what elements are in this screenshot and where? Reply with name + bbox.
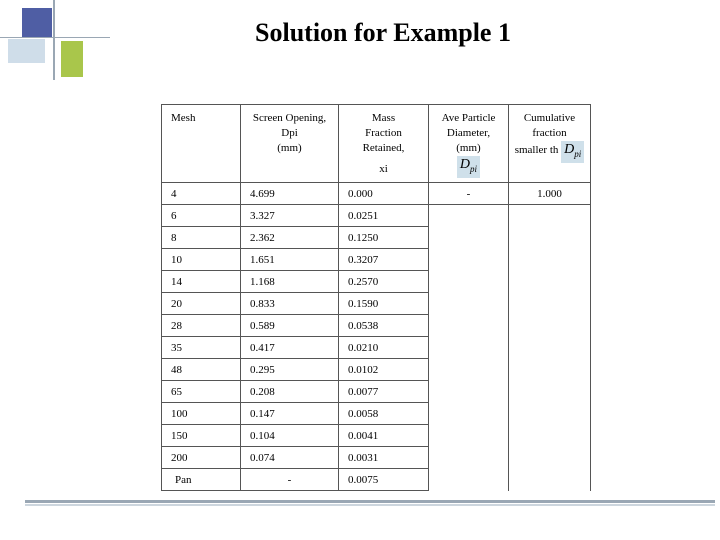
- cell-cum-empty: [509, 271, 591, 293]
- header-mesh: Mesh: [162, 105, 241, 183]
- header-ave-line2: Diameter,: [446, 127, 491, 139]
- cell-opening: 0.074: [241, 447, 339, 469]
- cell-mass: 0.000: [339, 183, 429, 205]
- cell-mesh: 100: [162, 403, 241, 425]
- header-ave-diameter: [429, 105, 509, 183]
- cell-mass: 0.1250: [339, 227, 429, 249]
- cell-mesh: 28: [162, 315, 241, 337]
- sieve-table: [161, 104, 591, 491]
- cell-ave-empty: [429, 447, 509, 469]
- cell-ave-empty: [429, 359, 509, 381]
- cell-cum-empty: [509, 315, 591, 337]
- header-mass-line1: Mass: [371, 112, 396, 124]
- cell-cum-empty: [509, 205, 591, 227]
- table-row: [162, 381, 591, 403]
- header-cum-line3: smaller th: [514, 144, 559, 156]
- page-title: Solution for Example 1: [255, 18, 511, 47]
- cell-opening: 2.362: [241, 227, 339, 249]
- cell-cum-empty: [509, 293, 591, 315]
- table-row: [162, 469, 591, 491]
- cell-cum-empty: [509, 249, 591, 271]
- cell-opening: 0.295: [241, 359, 339, 381]
- header-opening-line2: Dpi: [281, 127, 298, 139]
- cell-cum-empty: [509, 403, 591, 425]
- cell-mass: 0.0077: [339, 381, 429, 403]
- cell-opening: 0.208: [241, 381, 339, 403]
- cell-ave-empty: [429, 227, 509, 249]
- header-opening-line1: Screen Opening,: [252, 112, 327, 124]
- formula-symbol-2: D: [564, 142, 575, 157]
- cell-mesh: 8: [162, 227, 241, 249]
- cell-mesh: 65: [162, 381, 241, 403]
- cell-opening: 4.699: [241, 183, 339, 205]
- table-row: [162, 359, 591, 381]
- cell-mass: 0.0031: [339, 447, 429, 469]
- cell-cum-empty: [509, 447, 591, 469]
- cell-mesh: 20: [162, 293, 241, 315]
- cell-ave-empty: [429, 205, 509, 227]
- cell-mass: 0.0041: [339, 425, 429, 447]
- cell-mass: 0.1590: [339, 293, 429, 315]
- formula-symbol: D: [459, 157, 471, 172]
- table-row: [162, 315, 591, 337]
- cell-mass: 0.0058: [339, 403, 429, 425]
- header-cum-line1: Cumulative: [523, 112, 576, 124]
- cell-ave-empty: [429, 249, 509, 271]
- cell-cum-empty: [509, 359, 591, 381]
- cell-opening: 1.168: [241, 271, 339, 293]
- cell-opening: 3.327: [241, 205, 339, 227]
- header-mass-line3: Retained,: [362, 142, 405, 154]
- table-row: [162, 425, 591, 447]
- cell-ave-empty: [429, 271, 509, 293]
- cell-ave-empty: [429, 381, 509, 403]
- header-mass-line2: Fraction: [365, 127, 402, 139]
- header-cum-line2: fraction: [532, 127, 567, 139]
- table-row: [162, 293, 591, 315]
- formula-dpi: [561, 141, 584, 163]
- table-row: [162, 403, 591, 425]
- cell-ave: -: [429, 183, 509, 205]
- cell-mass: 0.0210: [339, 337, 429, 359]
- cell-mass: 0.2570: [339, 271, 429, 293]
- cell-opening: 1.651: [241, 249, 339, 271]
- cell-mass: 0.0102: [339, 359, 429, 381]
- table-row: [162, 205, 591, 227]
- cell-opening: -: [241, 469, 339, 491]
- cell-mesh: 6: [162, 205, 241, 227]
- table-body: [162, 205, 591, 491]
- cell-ave-empty: [429, 293, 509, 315]
- table-row: [162, 249, 591, 271]
- cell-opening: 0.833: [241, 293, 339, 315]
- cell-opening: 0.417: [241, 337, 339, 359]
- formula-dpi-bar: [457, 156, 480, 178]
- cell-ave-empty: [429, 469, 509, 491]
- cell-mesh: 48: [162, 359, 241, 381]
- bottom-rule-light: [25, 504, 715, 506]
- cell-mesh: 14: [162, 271, 241, 293]
- formula-subscript-2: pi: [574, 148, 582, 159]
- cell-cum-empty: [509, 469, 591, 491]
- cell-opening: 0.147: [241, 403, 339, 425]
- header-mass-symbol: xi: [379, 163, 388, 175]
- cell-ave-empty: [429, 403, 509, 425]
- cell-mesh: 200: [162, 447, 241, 469]
- cell-mesh: 150: [162, 425, 241, 447]
- header-mass-fraction: [339, 105, 429, 183]
- header-ave-line3: (mm): [456, 142, 481, 154]
- header-opening-line3: (mm): [277, 142, 302, 154]
- header-row: [162, 105, 591, 183]
- cell-ave-empty: [429, 425, 509, 447]
- table-row: [162, 271, 591, 293]
- cell-mass: 0.0075: [339, 469, 429, 491]
- table-row: [162, 227, 591, 249]
- cell-ave-empty: [429, 315, 509, 337]
- header-ave-line1: Ave Particle: [441, 112, 496, 124]
- cell-cum: 1.000: [509, 183, 591, 205]
- cell-mesh: 10: [162, 249, 241, 271]
- cell-mesh: Pan: [162, 469, 241, 491]
- bottom-rule-dark: [25, 500, 715, 503]
- cell-mass: 0.0538: [339, 315, 429, 337]
- cell-mass: 0.3207: [339, 249, 429, 271]
- cell-cum-empty: [509, 381, 591, 403]
- cell-cum-empty: [509, 425, 591, 447]
- cell-opening: 0.104: [241, 425, 339, 447]
- cell-cum-empty: [509, 337, 591, 359]
- cell-opening: 0.589: [241, 315, 339, 337]
- cell-mesh: 35: [162, 337, 241, 359]
- cell-mass: 0.0251: [339, 205, 429, 227]
- header-screen-opening: [241, 105, 339, 183]
- cell-mesh: 4: [162, 183, 241, 205]
- table-row: [162, 447, 591, 469]
- table-row: [162, 337, 591, 359]
- cell-cum-empty: [509, 227, 591, 249]
- table-row: [162, 183, 591, 205]
- formula-subscript: pi: [470, 163, 478, 174]
- header-cumulative: [509, 105, 591, 183]
- cell-ave-empty: [429, 337, 509, 359]
